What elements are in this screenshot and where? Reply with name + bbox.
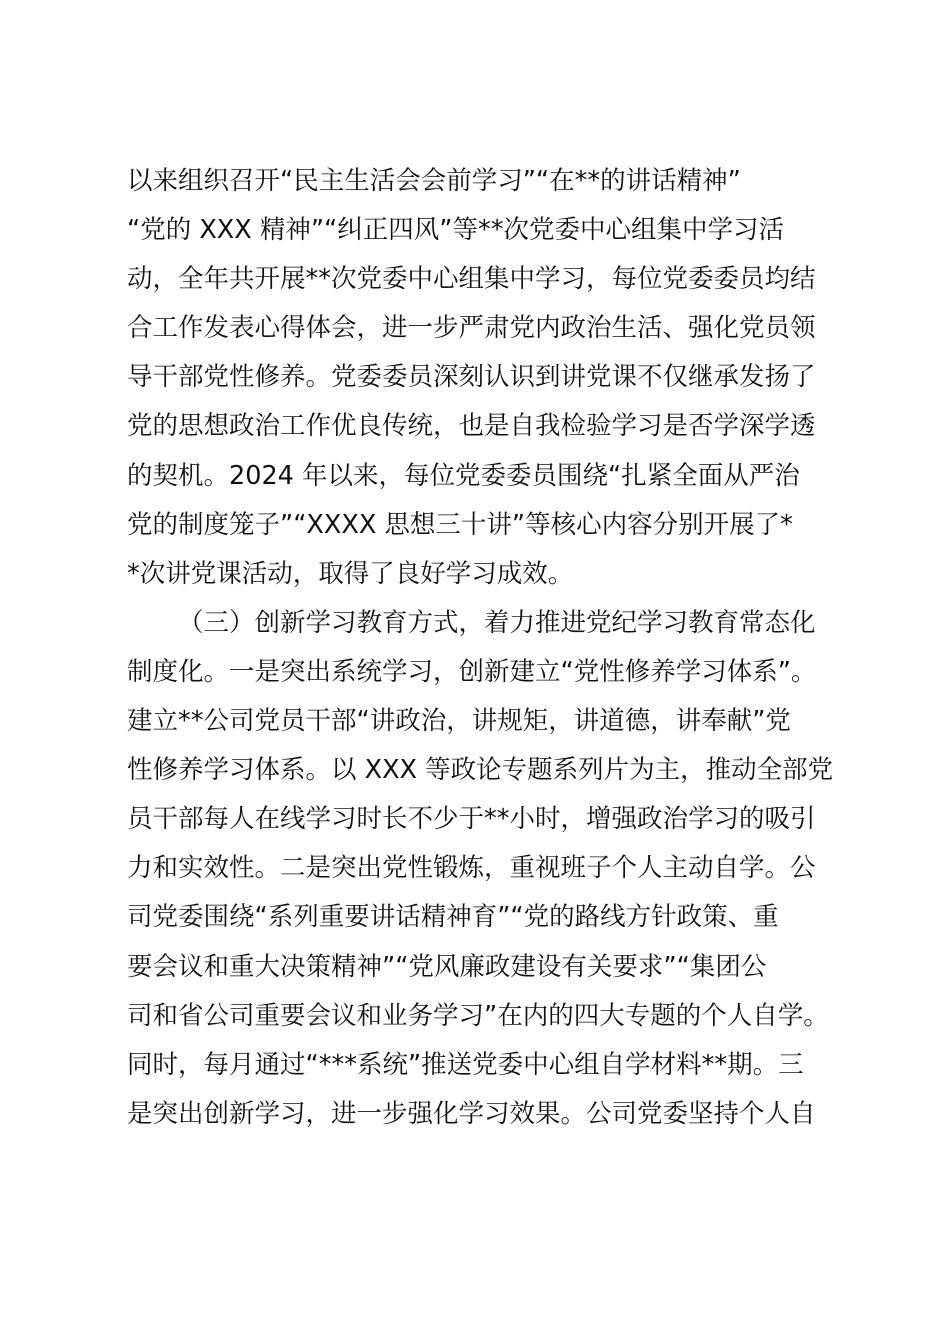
text-line: 司和省公司重要会议和业务学习”在内的四大专题的个人自学。 bbox=[127, 1000, 829, 1031]
text-line: 员干部每人在线学习时长不少于**小时，增强政治学习的吸引 bbox=[127, 804, 816, 835]
text-line: 合工作发表心得体会，进一步严肃党内政治生活、强化党员领 bbox=[127, 313, 816, 344]
text-line: 党的思想政治工作优良传统，也是自我检验学习是否学深学透 bbox=[127, 411, 816, 442]
text-line: 动，全年共开展**次党委中心组集中学习，每位党委委员均结 bbox=[127, 264, 816, 295]
text-line: “党的 XXX 精神”“纠正四风”等**次党委中心组集中学习活 bbox=[127, 215, 784, 246]
text-line: *次讲党课活动，取得了良好学习成效。 bbox=[127, 558, 574, 589]
body-text bbox=[127, 157, 847, 1139]
text-line: 制度化。一是突出系统学习，创新建立“党性修养学习体系”。 bbox=[127, 656, 817, 687]
text-line: 建立**公司党员干部“讲政治，讲规矩，讲道德，讲奉献”党 bbox=[127, 706, 791, 737]
section-heading-line: （三）创新学习教育方式，着力推进党纪学习教育常态化 bbox=[178, 607, 816, 638]
text-line: 的契机。2024 年以来，每位党委委员围绕“扎紧全面从严治 bbox=[127, 460, 800, 491]
text-line: 是突出创新学习，进一步强化学习效果。公司党委坚持个人自 bbox=[127, 1098, 816, 1129]
text-line: 力和实效性。二是突出党性锻炼，重视班子个人主动自学。公 bbox=[127, 853, 816, 884]
text-line: 性修养学习体系。以 XXX 等政论专题系列片为主，推动全部党 bbox=[127, 755, 834, 786]
text-line: 同时，每月通过“***系统”推送党委中心组自学材料**期。三 bbox=[127, 1049, 804, 1080]
text-line: 党的制度笼子”“XXXX 思想三十讲”等核心内容分别开展了* bbox=[127, 509, 793, 540]
text-line: 以来组织召开“民主生活会会前学习”“在**的讲话精神” bbox=[127, 166, 741, 196]
text-line: 要会议和重大决策精神”“党风廉政建设有关要求”“集团公 bbox=[127, 951, 767, 982]
text-line: 导干部党性修养。党委委员深刻认识到讲党课不仅继承发扬了 bbox=[127, 362, 816, 393]
text-line: 司党委围绕“系列重要讲话精神育”“党的路线方针政策、重 bbox=[127, 902, 779, 933]
